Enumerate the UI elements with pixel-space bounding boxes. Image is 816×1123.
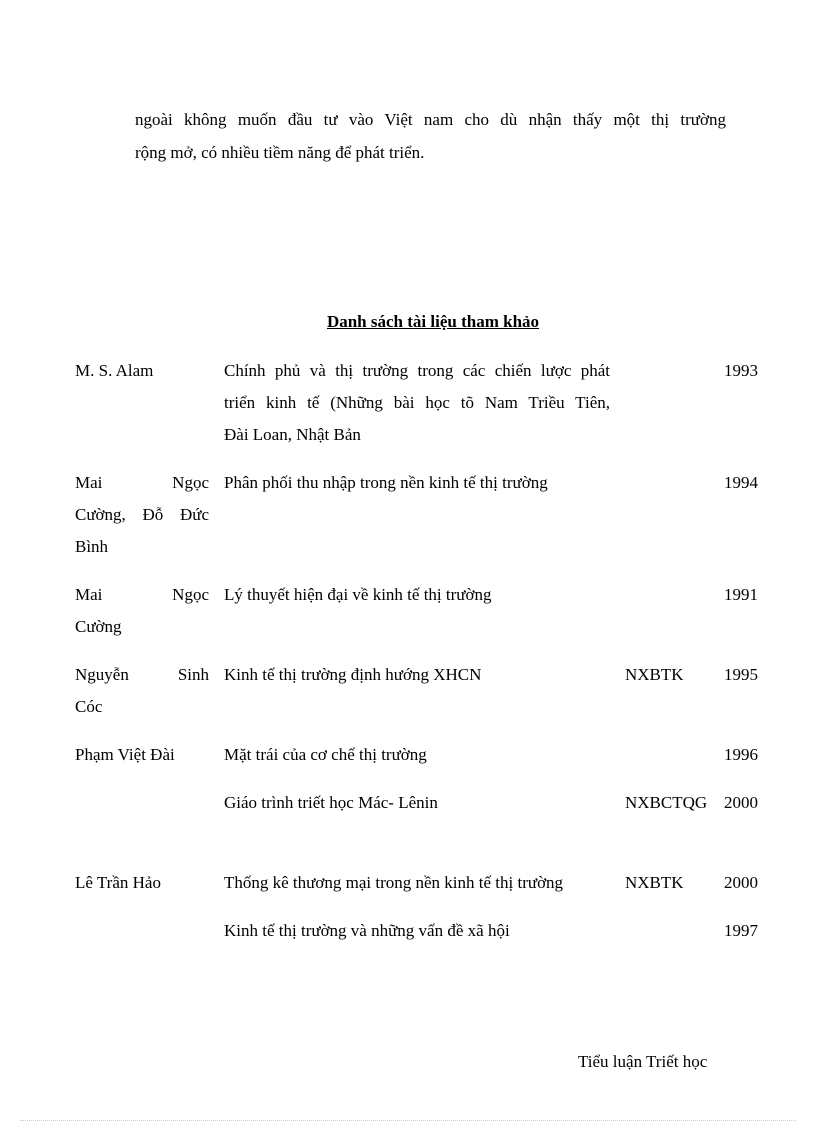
reference-author-line: Cường — [75, 617, 122, 636]
reference-title-line: Chính phủ và thị trường trong các chiến lược phát — [224, 361, 610, 380]
reference-title — [224, 867, 610, 899]
reference-author-line: Nguyễn Sinh — [75, 665, 209, 684]
intro-line-2: rộng mở, có nhiều tiềm năng để phát triển. — [135, 143, 425, 162]
reference-author — [75, 579, 209, 643]
reference-title-line: Mặt trái của cơ chế thị trường — [224, 745, 427, 764]
references-table — [75, 355, 775, 963]
reference-author — [75, 867, 209, 899]
reference-row — [75, 579, 775, 643]
reference-title-line: Phân phối thu nhập trong nền kinh tế thị trường — [224, 473, 548, 492]
reference-title — [224, 739, 610, 771]
reference-row — [75, 787, 775, 851]
reference-author — [75, 787, 209, 819]
reference-row — [75, 467, 775, 563]
reference-year: 2000 — [724, 873, 758, 892]
reference-author — [75, 915, 209, 947]
reference-row — [75, 867, 775, 899]
reference-year: 1996 — [724, 745, 758, 764]
reference-year: 1997 — [724, 921, 758, 940]
reference-publisher: NXBTK — [625, 665, 684, 684]
reference-author-line: Cường, Đỗ Đức — [75, 505, 209, 524]
reference-author — [75, 739, 209, 771]
page-footer: Tiểu luận Triết học — [578, 1052, 708, 1071]
reference-title-line: Kinh tế thị trường và những vấn đề xã hội — [224, 921, 510, 940]
reference-author-line: Mai Ngọc — [75, 473, 209, 492]
reference-year: 2000 — [724, 793, 758, 812]
reference-title — [224, 355, 610, 451]
reference-title-line: Giáo trình triết học Mác- Lênin — [224, 793, 438, 812]
reference-publisher: NXBTK — [625, 873, 684, 892]
reference-author-line: M. S. Alam — [75, 361, 154, 380]
reference-title-line: Lý thuyết hiện đại về kinh tế thị trường — [224, 585, 492, 604]
intro-paragraph — [135, 103, 726, 169]
reference-row — [75, 739, 775, 771]
reference-title — [224, 787, 610, 819]
reference-title-line: triển kinh tế (Những bài học tõ Nam Triều Tiên, — [224, 393, 610, 412]
reference-title-line: Đài Loan, Nhật Bản — [224, 425, 361, 444]
reference-title — [224, 659, 610, 691]
reference-row — [75, 355, 775, 451]
reference-title-line: Thống kê thương mại trong nền kinh tế thị trường — [224, 873, 564, 892]
reference-author-line: Lê Trần Hảo — [75, 873, 161, 892]
reference-title — [224, 579, 610, 611]
page-bottom-border — [20, 1120, 796, 1121]
reference-author — [75, 355, 209, 387]
reference-row — [75, 915, 775, 947]
reference-author — [75, 467, 209, 563]
reference-title — [224, 915, 610, 947]
reference-year: 1991 — [724, 585, 758, 604]
reference-author — [75, 659, 209, 723]
reference-publisher: NXBCTQG — [625, 793, 708, 812]
reference-year: 1993 — [724, 361, 758, 380]
reference-year: 1995 — [724, 665, 758, 684]
references-heading: Danh sách tài liệu tham khảo — [326, 312, 540, 331]
reference-row — [75, 659, 775, 723]
reference-author-line: Phạm Việt Đài — [75, 745, 175, 764]
reference-author-line: Mai Ngọc — [75, 585, 209, 604]
reference-title — [224, 467, 610, 499]
reference-title-line: Kinh tế thị trường định hướng XHCN — [224, 665, 482, 684]
reference-author-line: Bình — [75, 537, 109, 556]
intro-line-1: ngoài không muốn đầu tư vào Việt nam cho dù nhận thấy một thị trường — [135, 110, 726, 129]
reference-year: 1994 — [724, 473, 758, 492]
reference-author-line: Cóc — [75, 697, 103, 716]
